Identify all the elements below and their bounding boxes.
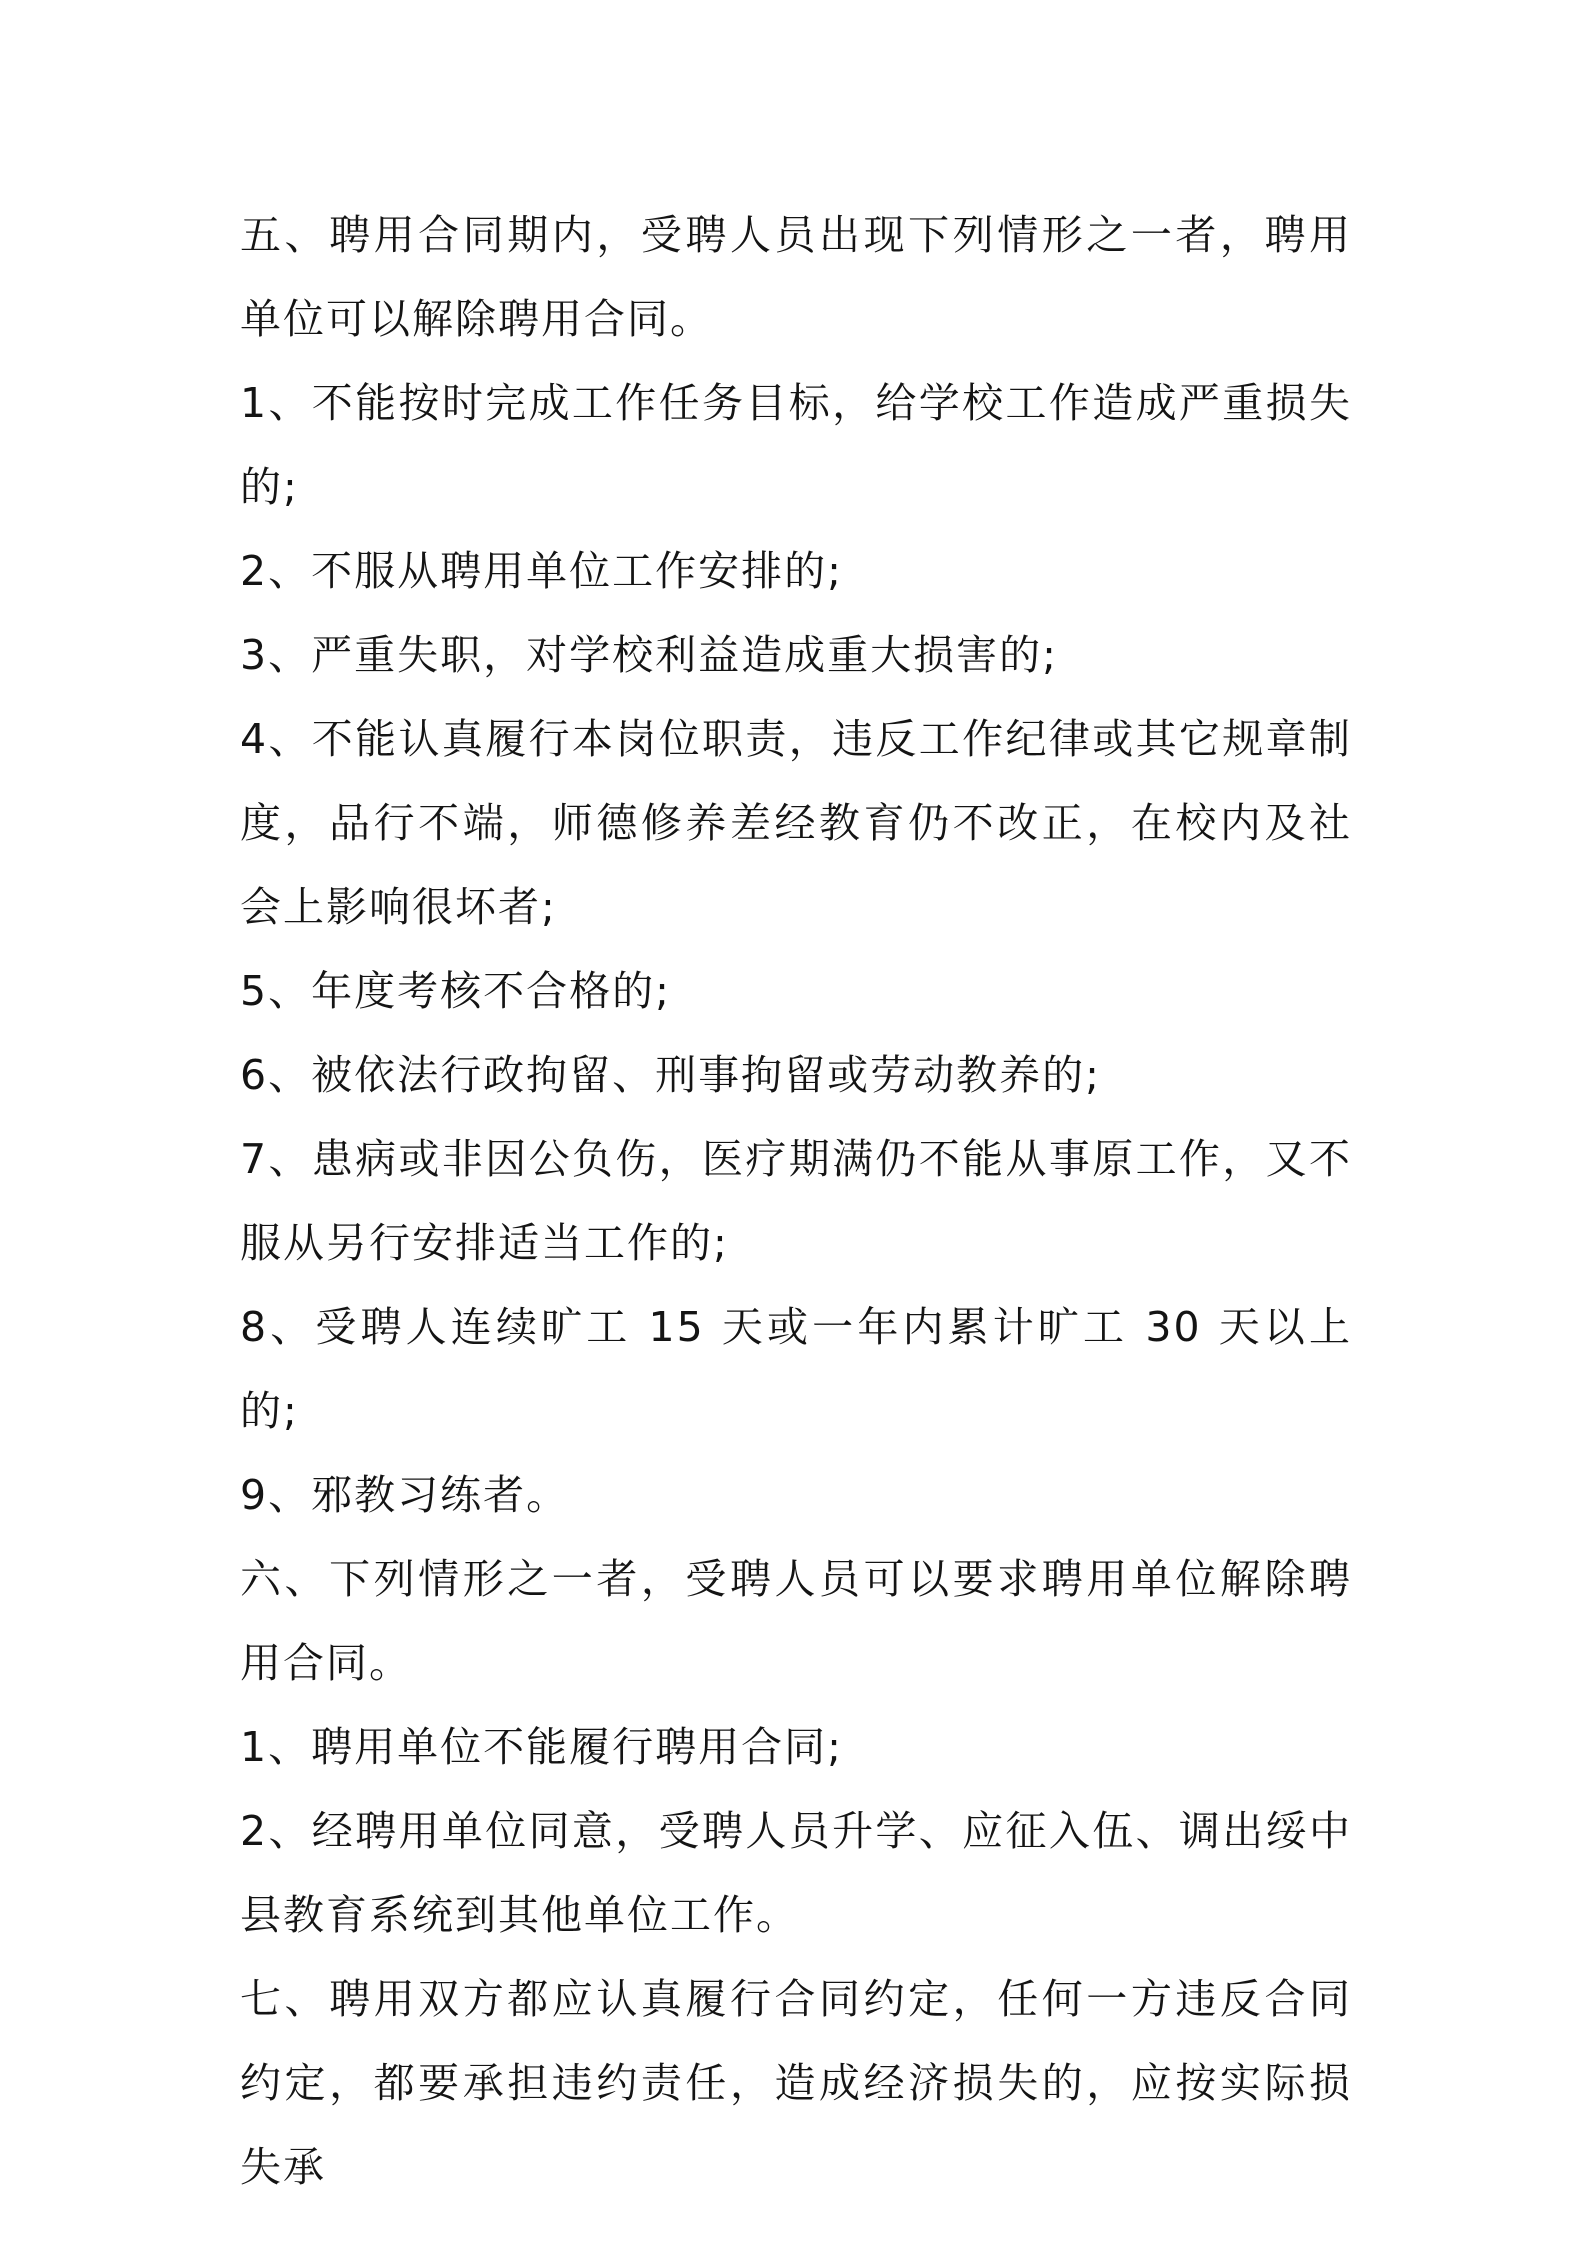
- clause-6-item-2: 2、经聘用单位同意，受聘人员升学、应征入伍、调出绥中县教育系统到其他单位工作。: [240, 1807, 1352, 1939]
- clause-5-item-2: 2、不服从聘用单位工作安排的;: [240, 547, 843, 595]
- clause-5-item-8: 8、受聘人连续旷工 15 天或一年内累计旷工 30 天以上的;: [240, 1303, 1352, 1435]
- clause-7-heading: 七、聘用双方都应认真履行合同约定，任何一方违反合同约定，都要承担违约责任，造成经济损失的，应按实际损失承: [240, 1975, 1352, 2191]
- clause-5-item-3: 3、严重失职，对学校利益造成重大损害的;: [240, 631, 1058, 679]
- document-body: [240, 193, 1352, 2209]
- clause-5-item-5: 5、年度考核不合格的;: [240, 967, 671, 1015]
- clause-5-item-9: 9、邪教习练者。: [240, 1471, 570, 1519]
- clause-5-heading: 五、聘用合同期内，受聘人员出现下列情形之一者，聘用单位可以解除聘用合同。: [240, 211, 1352, 343]
- clause-6-heading: 六、下列情形之一者，受聘人员可以要求聘用单位解除聘用合同。: [240, 1555, 1352, 1687]
- clause-5-item-4: 4、不能认真履行本岗位职责，违反工作纪律或其它规章制度，品行不端，师德修养差经教育仍不改正，在校内及社会上影响很坏者;: [240, 715, 1352, 931]
- clause-5-item-7: 7、患病或非因公负伤，医疗期满仍不能从事原工作，又不服从另行安排适当工作的;: [240, 1135, 1352, 1267]
- clause-5-item-1: 1、不能按时完成工作任务目标，给学校工作造成严重损失的;: [240, 379, 1352, 511]
- clause-6-item-1: 1、聘用单位不能履行聘用合同;: [240, 1723, 843, 1771]
- clause-5-item-6: 6、被依法行政拘留、刑事拘留或劳动教养的;: [240, 1051, 1101, 1099]
